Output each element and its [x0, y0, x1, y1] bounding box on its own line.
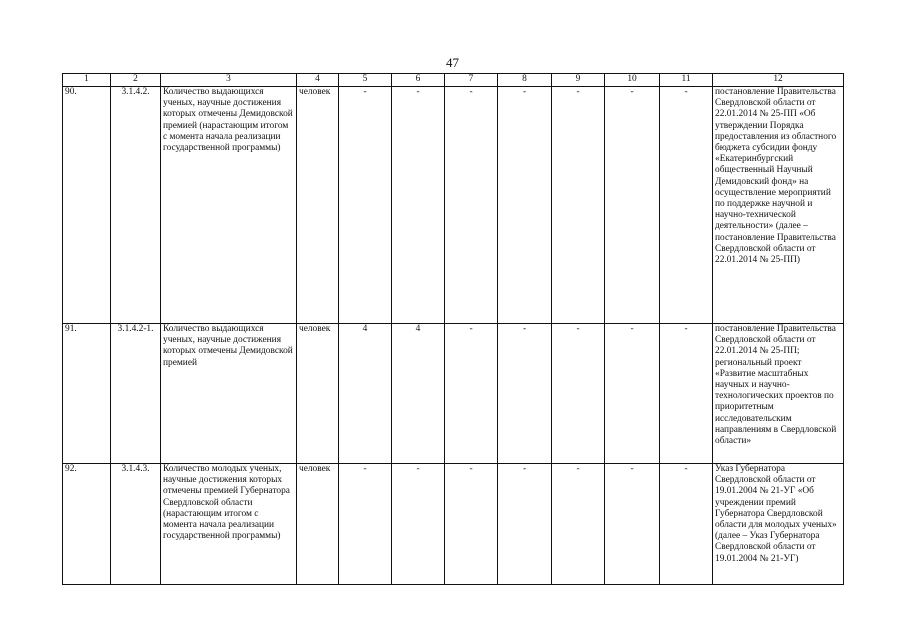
value-cell: - — [552, 87, 605, 324]
unit-of-measure: человек — [297, 324, 339, 464]
value-cell: - — [498, 87, 552, 324]
column-header: 8 — [498, 74, 552, 87]
column-header: 1 — [63, 74, 111, 87]
column-header: 7 — [445, 74, 498, 87]
value-cell: - — [445, 464, 498, 585]
value-cell: 4 — [392, 324, 445, 464]
column-header: 6 — [392, 74, 445, 87]
value-cell: - — [445, 324, 498, 464]
indicators-table — [62, 73, 844, 585]
source-document: Указ Губернатора Свердловской области от 19.01.2004 № 21-УГ «Об учреждении премий Губернатора Свердловской области для молодых ученых» (далее – Указ Губернатора Свердловской области от 19.01.2004 № 21-УГ) — [713, 464, 844, 585]
unit-of-measure: человек — [297, 464, 339, 585]
value-cell: - — [605, 464, 660, 585]
value-cell: - — [660, 324, 713, 464]
value-cell: - — [498, 464, 552, 585]
value-cell: - — [392, 87, 445, 324]
header-row — [63, 74, 844, 87]
column-header: 4 — [297, 74, 339, 87]
value-cell: - — [552, 324, 605, 464]
column-header: 3 — [161, 74, 297, 87]
value-cell: - — [660, 87, 713, 324]
table-row — [63, 324, 844, 464]
source-document: постановление Правительства Свердловской области от 22.01.2014 № 25-ПП; региональный проект «Развитие масштабных научных и научно-технологических проектов по приоритетным исследовательским направлениям в Свердловской области» — [713, 324, 844, 464]
column-header: 11 — [660, 74, 713, 87]
column-header: 9 — [552, 74, 605, 87]
value-cell: - — [660, 464, 713, 585]
value-cell: - — [339, 464, 392, 585]
value-cell: - — [392, 464, 445, 585]
column-header: 10 — [605, 74, 660, 87]
source-document: постановление Правительства Свердловской области от 22.01.2014 № 25-ПП «Об утверждении Порядка предоставления из областного бюджета субсидии фонду «Екатеринбургский общественный Научный Демидовский фонд» на осуществление мероприятий по поддержке научной и научно-технической деятельности» (далее – постановление Правительства Свердловской области от 22.01.2014 № 25-ПП) — [713, 87, 844, 324]
row-number: 90. — [63, 87, 111, 324]
indicator-name: Количество выдающихся ученых, научные достижения которых отмечены Демидовской премией (нарастающим итогом с момента начала реализации государственной программы) — [161, 87, 297, 324]
value-cell: - — [339, 87, 392, 324]
value-cell: - — [605, 87, 660, 324]
unit-of-measure: человек — [297, 87, 339, 324]
indicator-code: 3.1.4.2. — [111, 87, 161, 324]
row-number: 92. — [63, 464, 111, 585]
value-cell: - — [445, 87, 498, 324]
table-row — [63, 464, 844, 585]
value-cell: - — [552, 464, 605, 585]
value-cell: - — [605, 324, 660, 464]
page-number: 47 — [446, 55, 459, 70]
value-cell: - — [498, 324, 552, 464]
indicator-code: 3.1.4.3. — [111, 464, 161, 585]
table-row — [63, 87, 844, 324]
indicator-name: Количество выдающихся ученых, научные достижения которых отмечены Демидовской премией — [161, 324, 297, 464]
column-header: 2 — [111, 74, 161, 87]
indicator-code: 3.1.4.2-1. — [111, 324, 161, 464]
row-number: 91. — [63, 324, 111, 464]
value-cell: 4 — [339, 324, 392, 464]
indicator-name: Количество молодых ученых, научные достижения которых отмечены премией Губернатора Свердловской области (нарастающим итогом с момента начала реализации государственной программы) — [161, 464, 297, 585]
column-header: 12 — [713, 74, 844, 87]
column-header: 5 — [339, 74, 392, 87]
